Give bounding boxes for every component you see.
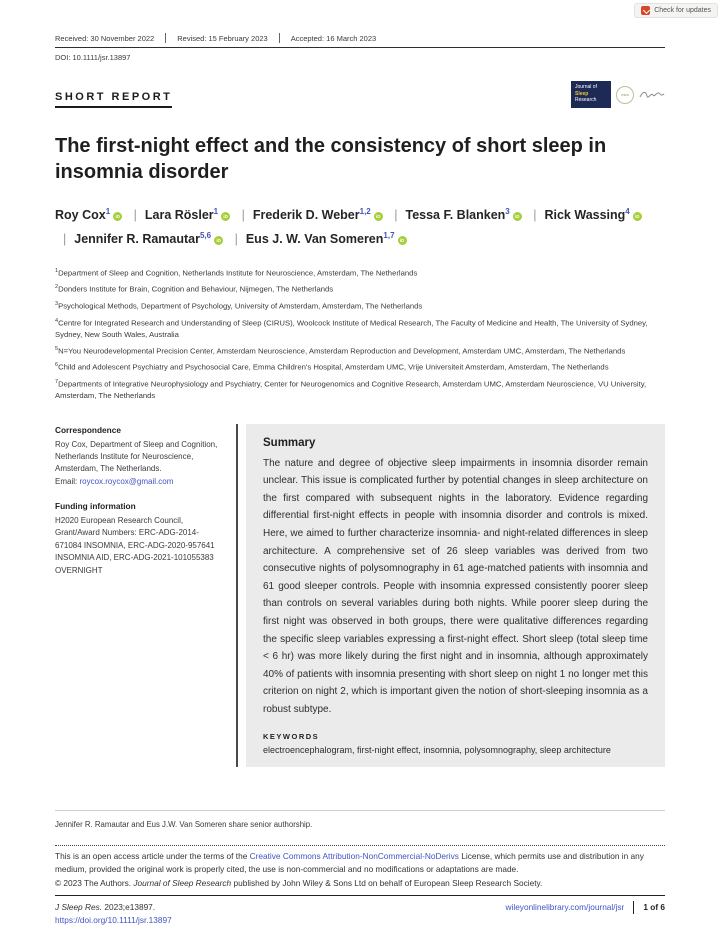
revised-date: Revised: 15 February 2023 xyxy=(177,33,268,43)
author-separator: | xyxy=(241,208,245,223)
author-separator: | xyxy=(394,208,398,223)
meta-divider xyxy=(165,33,166,43)
copyright-line: © 2023 The Authors. Journal of Sleep Research published by John Wiley & Sons Ltd on behalf of European Sleep Research Society. xyxy=(55,877,543,888)
keywords-list: electroencephalogram, first-night effect, insomnia, polysomnography, sleep architecture xyxy=(263,744,611,755)
author: Rick Wassing$^4$iD xyxy=(544,208,641,222)
author: Frederik D. Weber$^{1,2}$iD xyxy=(253,208,383,222)
orcid-icon[interactable]: iD xyxy=(633,212,642,221)
signature-squiggle-icon xyxy=(639,88,665,102)
meta-divider xyxy=(279,33,280,43)
check-for-updates-button[interactable] xyxy=(634,3,718,18)
author-separator: | xyxy=(533,208,537,223)
footer-divider xyxy=(633,901,634,914)
author: Roy Cox$^1$iD xyxy=(55,208,122,222)
orcid-icon[interactable]: iD xyxy=(398,236,407,245)
affiliation: $^5$N=You Neurodevelopmental Precision Center, Amsterdam Neuroscience, Amsterdam Reproduction and Development, Amsterdam UMC, Amsterdam, The Netherlands xyxy=(55,345,626,356)
doi-url-link[interactable]: https://doi.org/10.1111/jsr.13897 xyxy=(55,915,172,926)
esrs-society-logo: esrs xyxy=(616,86,634,104)
summary-box xyxy=(246,424,665,767)
email-label: Email: xyxy=(55,476,80,486)
correspondence-email-link[interactable]: roycox.roycox@gmail.com xyxy=(79,476,174,486)
correspondence-text: Roy Cox, Department of Sleep and Cognition, Netherlands Institute for Neuroscience, Amsterdam, The Netherlands. xyxy=(55,439,218,474)
footer-rule xyxy=(55,895,665,896)
accepted-date: Accepted: 16 March 2023 xyxy=(290,33,377,43)
author: Eus J. W. Van Someren$^{1,7}$iD xyxy=(246,232,407,246)
journal-citation: J Sleep Res. xyxy=(55,901,103,912)
page-number: 1 of 6 xyxy=(643,902,665,913)
orcid-icon[interactable]: iD xyxy=(513,212,522,221)
crossmark-icon xyxy=(641,6,650,15)
author: Jennifer R. Ramautar$^{5,6}$iD xyxy=(74,232,223,246)
orcid-icon[interactable]: iD xyxy=(374,212,383,221)
authors-line xyxy=(55,204,655,252)
funding-text: H2020 European Research Council, Grant/Award Numbers: ERC-ADG-2014-671084 INSOMNIA, ERC-ADG-2020-957641 INSOMNIA AID, ERC-ADG-2021-101055383 OVERNIGHT xyxy=(55,515,215,575)
citation-block: J Sleep Res. 2023;e13897. https://doi.org/10.1111/jsr.13897 xyxy=(55,901,172,926)
affiliation: $^6$Child and Adolescent Psychiatry and Psychosocial Care, Emma Children's Hospital, Amsterdam UMC, Vrije Universiteit Amsterdam, Amsterdam, The Netherlands xyxy=(55,362,609,372)
wiley-online-library-link[interactable]: wileyonlinelibrary.com/journal/jsr xyxy=(505,902,625,913)
affiliation: $^3$Psychological Methods, Department of Psychology, University of Amsterdam, Amsterdam, The Netherlands xyxy=(55,301,423,311)
check-for-updates-label: Check for updates xyxy=(654,7,711,14)
author-separator: | xyxy=(133,208,137,223)
journal-of-sleep-research-logo: Journal of Sleep Research xyxy=(571,81,611,108)
open-access-statement: This is an open access article under the terms of the Creative Commons Attribution-NonCommercial-NoDerivs License, which permits use and distribution in any medium, provided the original work is properly cited, the use is non-commercial and no modifications or adaptations are made. © 2023 The Authors. Journal of Sleep Research published by John Wiley & Sons Ltd on behalf of European Sleep Research Society. xyxy=(55,851,644,888)
footnote-rule xyxy=(55,810,665,811)
affiliation: $^7$Departments of Integrative Neurophysiology and Psychiatry, Center for Neurogenomics and Cognitive Research, Amsterdam UMC, Amsterdam Neuroscience, VU University, Amsterdam, The Netherlands xyxy=(55,379,647,401)
author-separator: | xyxy=(234,232,238,247)
article-title: The first-night effect and the consistency of short sleep in insomnia disorder xyxy=(55,135,607,183)
affiliations-list xyxy=(55,267,667,402)
affiliation: $^2$Donders Institute for Brain, Cognition and Behaviour, Nijmegen, The Netherlands xyxy=(55,284,334,294)
summary-divider-rule xyxy=(236,424,238,767)
orcid-icon[interactable]: iD xyxy=(214,236,223,245)
doi-line: DOI: 10.1111/jsr.13897 xyxy=(55,53,131,62)
orcid-icon[interactable]: iD xyxy=(221,212,230,221)
creative-commons-license-link[interactable]: Creative Commons Attribution-NonCommercial-NoDerivs xyxy=(249,851,459,861)
funding-heading: Funding information xyxy=(55,501,136,512)
journal-logos xyxy=(571,81,665,108)
summary-heading: Summary xyxy=(263,436,316,449)
license-dotted-rule xyxy=(55,845,665,846)
keywords-heading: KEYWORDS xyxy=(263,731,320,741)
correspondence-heading: Correspondence xyxy=(55,424,121,435)
received-revised-accepted-row xyxy=(55,33,665,48)
author: Tessa F. Blanken$^3$iD xyxy=(405,208,521,222)
affiliation: $^1$Department of Sleep and Cognition, Netherlands Institute for Neuroscience, Amsterdam, The Netherlands xyxy=(55,267,418,278)
author-separator: | xyxy=(63,232,67,247)
affiliation: $^4$Centre for Integrated Research and Understanding of Sleep (CIRUS), Woolcock Institute of Medical Research, The Faculty of Medicine and Health, The University of Sydney, Sydney, New South Wales, Australia xyxy=(55,317,648,339)
summary-text: The nature and degree of objective sleep impairments in insomnia disorder remain unclear. This issue is complicated further by potential changes in sleep architecture on the first compared with subsequent nights in the laboratory. Evidence regarding differential first-night effects in people with insomnia disorder and controls is mixed. Here, we aimed to further characterize insomnia- and night-related differences in sleep architecture. A comprehensive set of 26 sleep variables was derived from two consecutive nights of polysomnography in 61 age-matched patients with insomnia and 61 good sleeper controls. People with insomnia expressed consistently poorer sleep than controls on several variables during both nights. While poorer sleep during the first night was observed in both groups, there were qualitative differences regarding the specific sleep variables expressing a first-night effect. Short sleep (total sleep time < 6 hr) was more likely during the first night and in insomnia, although approximately 40% of patients with insomnia presenting with short sleep on night 1 no longer met this criterion on night 2, which is important given the notion of short-sleeping insomnia as a robust subtype. xyxy=(263,457,648,715)
senior-authorship-footnote: Jennifer R. Ramautar and Eus J.W. Van Someren share senior authorship. xyxy=(55,820,313,829)
article-type-label: SHORT REPORT xyxy=(55,91,172,108)
author: Lara Rösler$^1$iD xyxy=(145,208,230,222)
article-info-column xyxy=(55,424,223,767)
received-date: Received: 30 November 2022 xyxy=(55,33,155,43)
orcid-icon[interactable]: iD xyxy=(113,212,122,221)
